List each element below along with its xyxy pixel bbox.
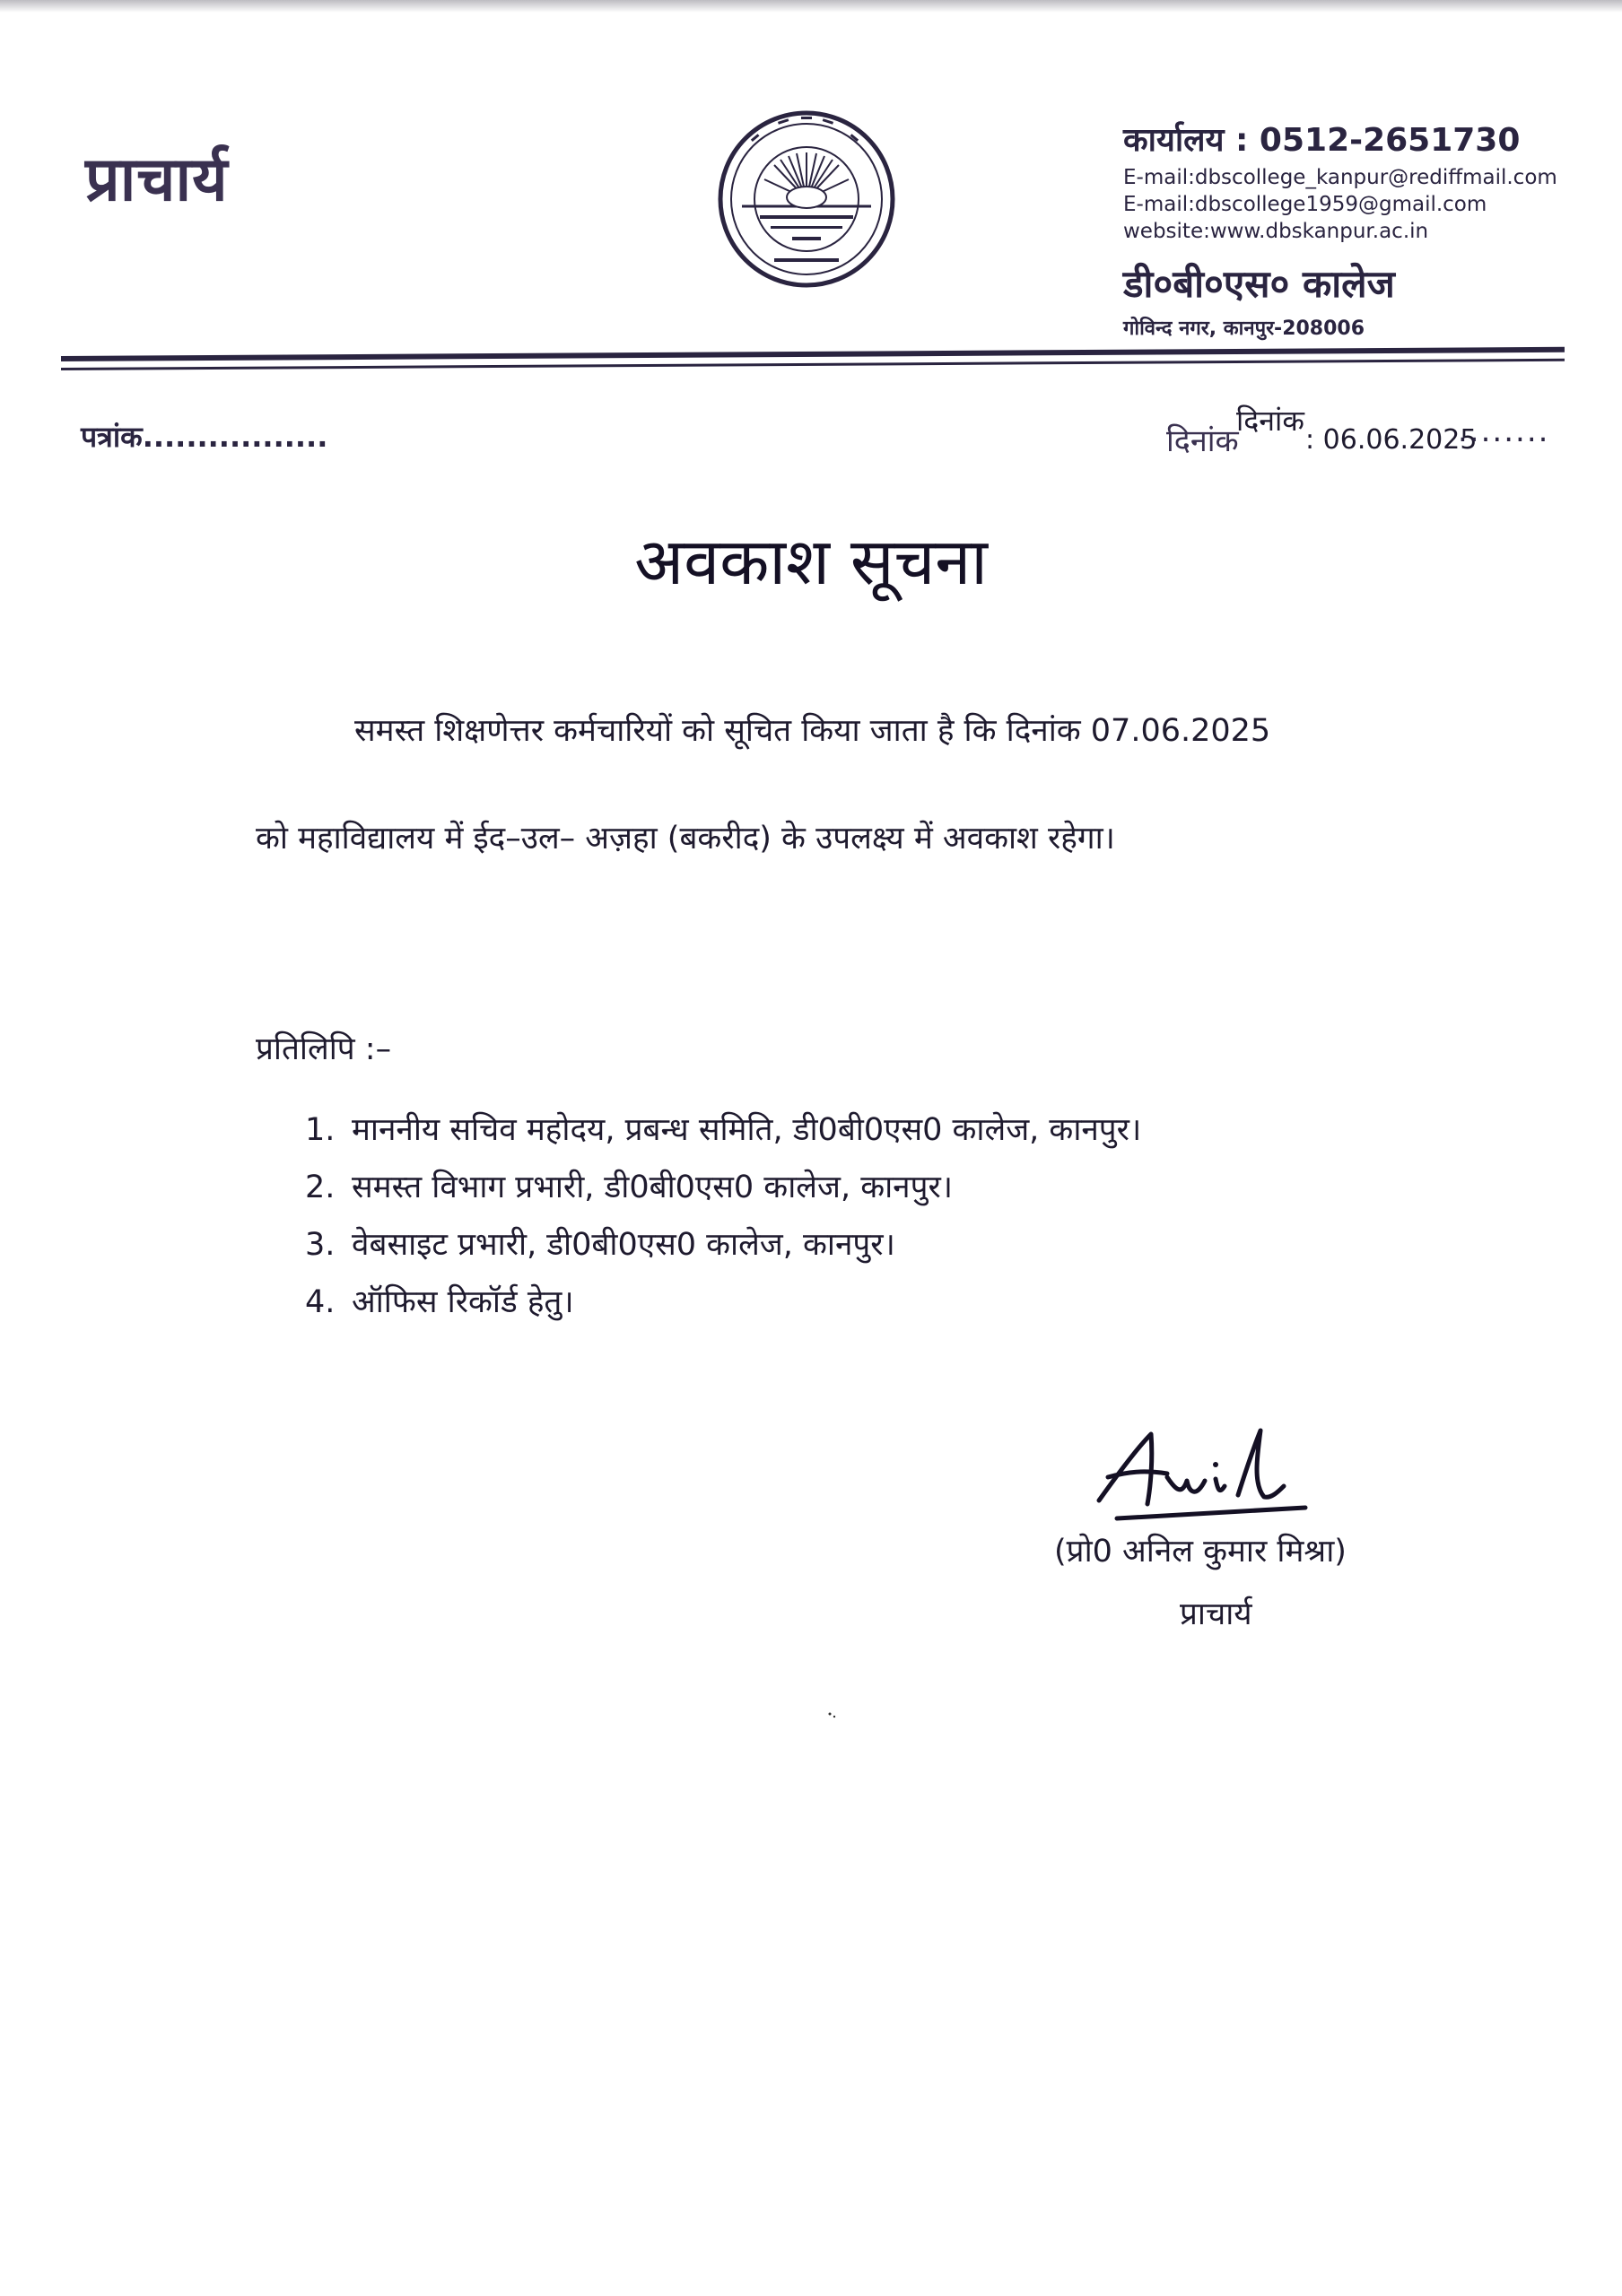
list-item xyxy=(305,1280,1141,1337)
date-printed-label: दिनांक xyxy=(1166,423,1239,459)
signatory-title: प्राचार्य xyxy=(1180,1596,1252,1632)
list-item xyxy=(305,1222,1141,1280)
letterhead-rule-thin xyxy=(61,359,1565,370)
list-item-text: माननीय सचिव महोदय, प्रबन्ध समिति, डी0बी0एस0 कालेज, कानपुर। xyxy=(352,1112,1142,1148)
website: website:www.dbskanpur.ac.in xyxy=(1123,220,1429,243)
list-item-text: वेबसाइट प्रभारी, डी0बी0एस0 कालेज, कानपुर। xyxy=(352,1227,895,1263)
college-name: डी०बी०एस० कालेज xyxy=(1123,262,1395,306)
signatory-name: (प्रो0 अनिल कुमार मिश्रा) xyxy=(1054,1534,1347,1570)
letterhead-title: प्राचार्य xyxy=(85,144,229,215)
list-item xyxy=(305,1108,1141,1165)
date-value: : 06.06.2025 xyxy=(1305,424,1478,456)
page-top-edge xyxy=(0,0,1622,13)
college-address: गोविन्द नगर, कानपुर-208006 xyxy=(1123,317,1365,340)
email-rediffmail: E-mail:dbscollege_kanpur@rediffmail.com xyxy=(1123,166,1557,189)
reference-number: पत्रांक................. xyxy=(81,420,328,454)
list-item xyxy=(305,1165,1141,1222)
list-item-number: 3. xyxy=(305,1227,336,1263)
email-gmail: E-mail:dbscollege1959@gmail.com xyxy=(1123,193,1487,216)
date-dots: ........ xyxy=(1458,413,1550,449)
signature-icon xyxy=(1081,1422,1314,1529)
letterhead-contact xyxy=(1123,117,1608,341)
copy-to-label: प्रतिलिपि :– xyxy=(256,1031,392,1067)
list-item-text: ऑफिस रिकॉर्ड हेतु। xyxy=(352,1284,574,1320)
date-typed-label: दिनांक xyxy=(1236,404,1304,438)
list-item-number: 2. xyxy=(305,1170,336,1205)
date-field xyxy=(1166,404,1588,471)
notice-heading: अवकाश सूचना xyxy=(634,524,988,599)
list-item-text: समस्त विभाग प्रभारी, डी0बी0एस0 कालेज, कानपुर। xyxy=(352,1170,954,1205)
notice-line-1: समस्त शिक्षणेत्तर कर्मचारियों को सूचित किया जाता है कि दिनांक 07.06.2025 xyxy=(354,713,1271,749)
scan-speck xyxy=(827,1711,836,1718)
office-phone: कार्यालय : 0512-2651730 xyxy=(1123,122,1521,159)
list-item-number: 1. xyxy=(305,1112,336,1148)
notice-line-2: को महाविद्यालय में ईद–उल– अज़हा (बकरीद) के उपलक्ष्य में अवकाश रहेगा। xyxy=(256,821,1115,857)
copy-to-list xyxy=(305,1108,1141,1337)
list-item-number: 4. xyxy=(305,1284,336,1320)
college-seal-icon xyxy=(715,100,899,298)
